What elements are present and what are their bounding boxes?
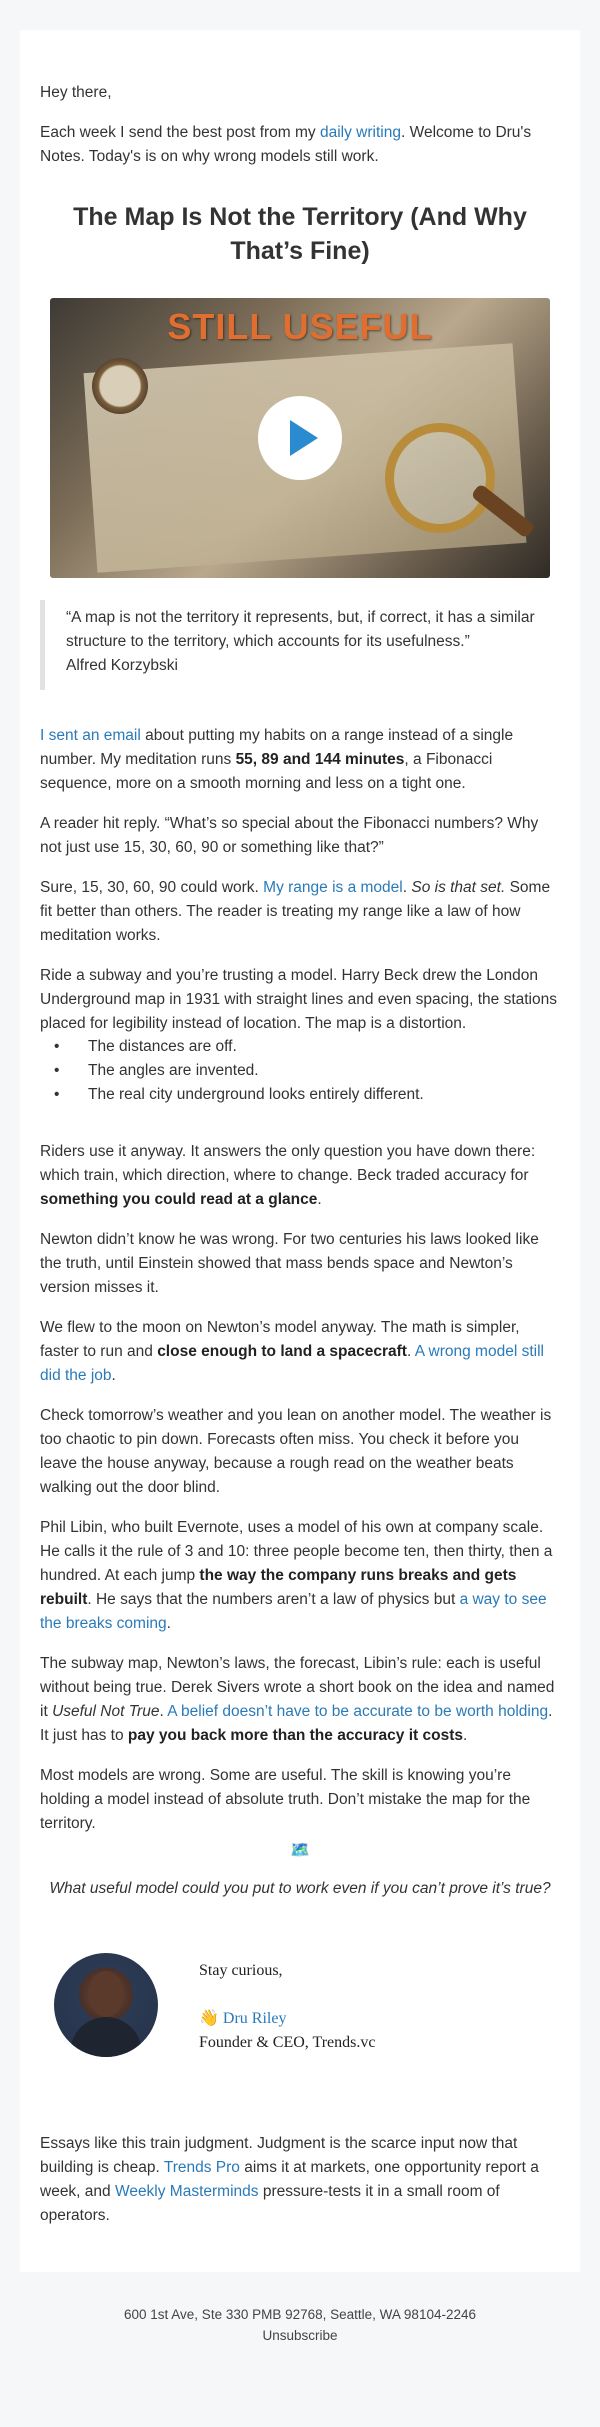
trends-pro-link[interactable]: Trends Pro bbox=[163, 2158, 240, 2176]
compass-image bbox=[92, 358, 148, 414]
signature-role: Founder & CEO, Trends.vc bbox=[199, 2034, 376, 2051]
list-item: • The angles are invented. bbox=[40, 1059, 560, 1083]
signature-name-line bbox=[199, 2008, 286, 2030]
paragraph-conclusion: Most models are wrong. Some are useful. The skill is knowing you’re holding a model instead of absolute truth. Don’t mistake the map for the territory. bbox=[40, 1766, 531, 1832]
paragraph-weather: Check tomorrow’s weather and you lean on another model. The weather is too chaotic to pin down. Forecasts often miss. You check it before you leave the house anyway, because a rough read on the weather beats walking out the door blind. bbox=[40, 1406, 552, 1496]
belief-link[interactable]: A belief doesn’t have to be accurate to be worth holding bbox=[167, 1702, 549, 1720]
video-caption: STILL USEFUL bbox=[167, 306, 433, 347]
closing-question: What useful model could you put to work even if you can’t prove it’s true? bbox=[49, 1880, 551, 1897]
distortion-list bbox=[40, 1035, 560, 1107]
greeting: Hey there, bbox=[40, 83, 112, 101]
avatar bbox=[54, 1953, 158, 2057]
list-item: • The distances are off. bbox=[40, 1035, 560, 1059]
video-thumbnail[interactable] bbox=[50, 298, 550, 578]
daily-writing-link[interactable]: daily writing bbox=[320, 123, 401, 141]
see-breaks-link[interactable]: a way to see the breaks coming bbox=[40, 1590, 547, 1632]
paragraph-moon: We flew to the moon on Newton’s model anyway. The math is simpler, faster to run and close enough to land a spacecraft. A wrong model still did the job. bbox=[40, 1318, 544, 1384]
map-icon: 🗺️ bbox=[290, 1842, 310, 1859]
intro-paragraph: Each week I send the best post from my daily writing. Welcome to Dru's Notes. Today's is on why wrong models still work. bbox=[40, 123, 532, 165]
magnifier-image bbox=[385, 423, 495, 533]
play-icon[interactable] bbox=[258, 396, 342, 480]
weekly-masterminds-link[interactable]: Weekly Masterminds bbox=[114, 2182, 259, 2200]
quote-text: “A map is not the territory it represents, but, if correct, it has a similar structure to the territory, which accounts for its usefulness.” bbox=[66, 609, 535, 650]
post-title: The Map Is Not the Territory (And Why That’s Fine) bbox=[73, 203, 527, 265]
sent-email-link[interactable]: I sent an email bbox=[40, 726, 141, 744]
unsubscribe-link[interactable]: Unsubscribe bbox=[262, 2328, 338, 2343]
paragraph-libin: Phil Libin, who built Evernote, uses a model of his own at company scale. He calls it the rule of 3 and 10: three people become ten, then thirty, then a hundred. At each jump the way the company runs breaks and gets rebuilt. He says that the numbers aren’t a law of physics but a way to see the breaks coming. bbox=[40, 1518, 553, 1632]
wrong-model-link[interactable]: A wrong model still did the job bbox=[40, 1342, 544, 1384]
signature-name-link[interactable]: Dru Riley bbox=[222, 2010, 287, 2027]
list-item: • The real city underground looks entirely different. bbox=[40, 1083, 560, 1107]
signature-closing: Stay curious, bbox=[199, 1962, 283, 1979]
paragraph-reader-reply: A reader hit reply. “What’s so special about the Fibonacci numbers? Why not just use 15, 30, 60, 90 or something like that?” bbox=[40, 814, 539, 856]
paragraph-sivers: The subway map, Newton’s laws, the forecast, Libin’s rule: each is useful without being true. Derek Sivers wrote a short book on the idea and named it Useful Not True. A belief doesn’t have to be accurate to be worth holding. It just has to pay you back more than the accuracy it costs. bbox=[40, 1654, 555, 1744]
blockquote bbox=[40, 600, 555, 690]
footer-address: 600 1st Ave, Ste 330 PMB 92768, Seattle, WA 98104-2246 bbox=[124, 2307, 476, 2322]
paragraph-subway: Ride a subway and you’re trusting a model. Harry Beck drew the London Underground map in 1931 with straight lines and even spacing, the stations placed for legibility instead of location. The map is a distortion. bbox=[40, 966, 557, 1032]
range-model-link[interactable]: My range is a model bbox=[263, 878, 403, 896]
closing-paragraph: Essays like this train judgment. Judgment is the scarce input now that building is cheap. Trends Pro aims it at markets, one opportunity report a week, and Weekly Masterminds pressure-tests it in a small room of operators. bbox=[40, 2134, 539, 2224]
paragraph-range-model: Sure, 15, 30, 60, 90 could work. My range is a model. So is that set. Some fit better than others. The reader is treating my range like a law of how meditation works. bbox=[40, 878, 551, 944]
quote-author: Alfred Korzybski bbox=[66, 657, 178, 674]
paragraph-newton: Newton didn’t know he was wrong. For two centuries his laws looked like the truth, until Einstein showed that mass bends space and Newton’s version misses it. bbox=[40, 1230, 539, 1296]
paragraph-range: I sent an email about putting my habits on a range instead of a single number. My meditation runs 55, 89 and 144 minutes, a Fibonacci sequence, more on a smooth morning and less on a tight one. bbox=[40, 726, 514, 792]
avatar-head bbox=[88, 1971, 124, 2017]
avatar-body bbox=[70, 2017, 142, 2057]
wave-icon: 👋 bbox=[199, 2010, 219, 2027]
paragraph-riders: Riders use it anyway. It answers the only question you have down there: which train, which direction, where to change. Beck traded accuracy for something you could read at a glance. bbox=[40, 1142, 536, 1208]
